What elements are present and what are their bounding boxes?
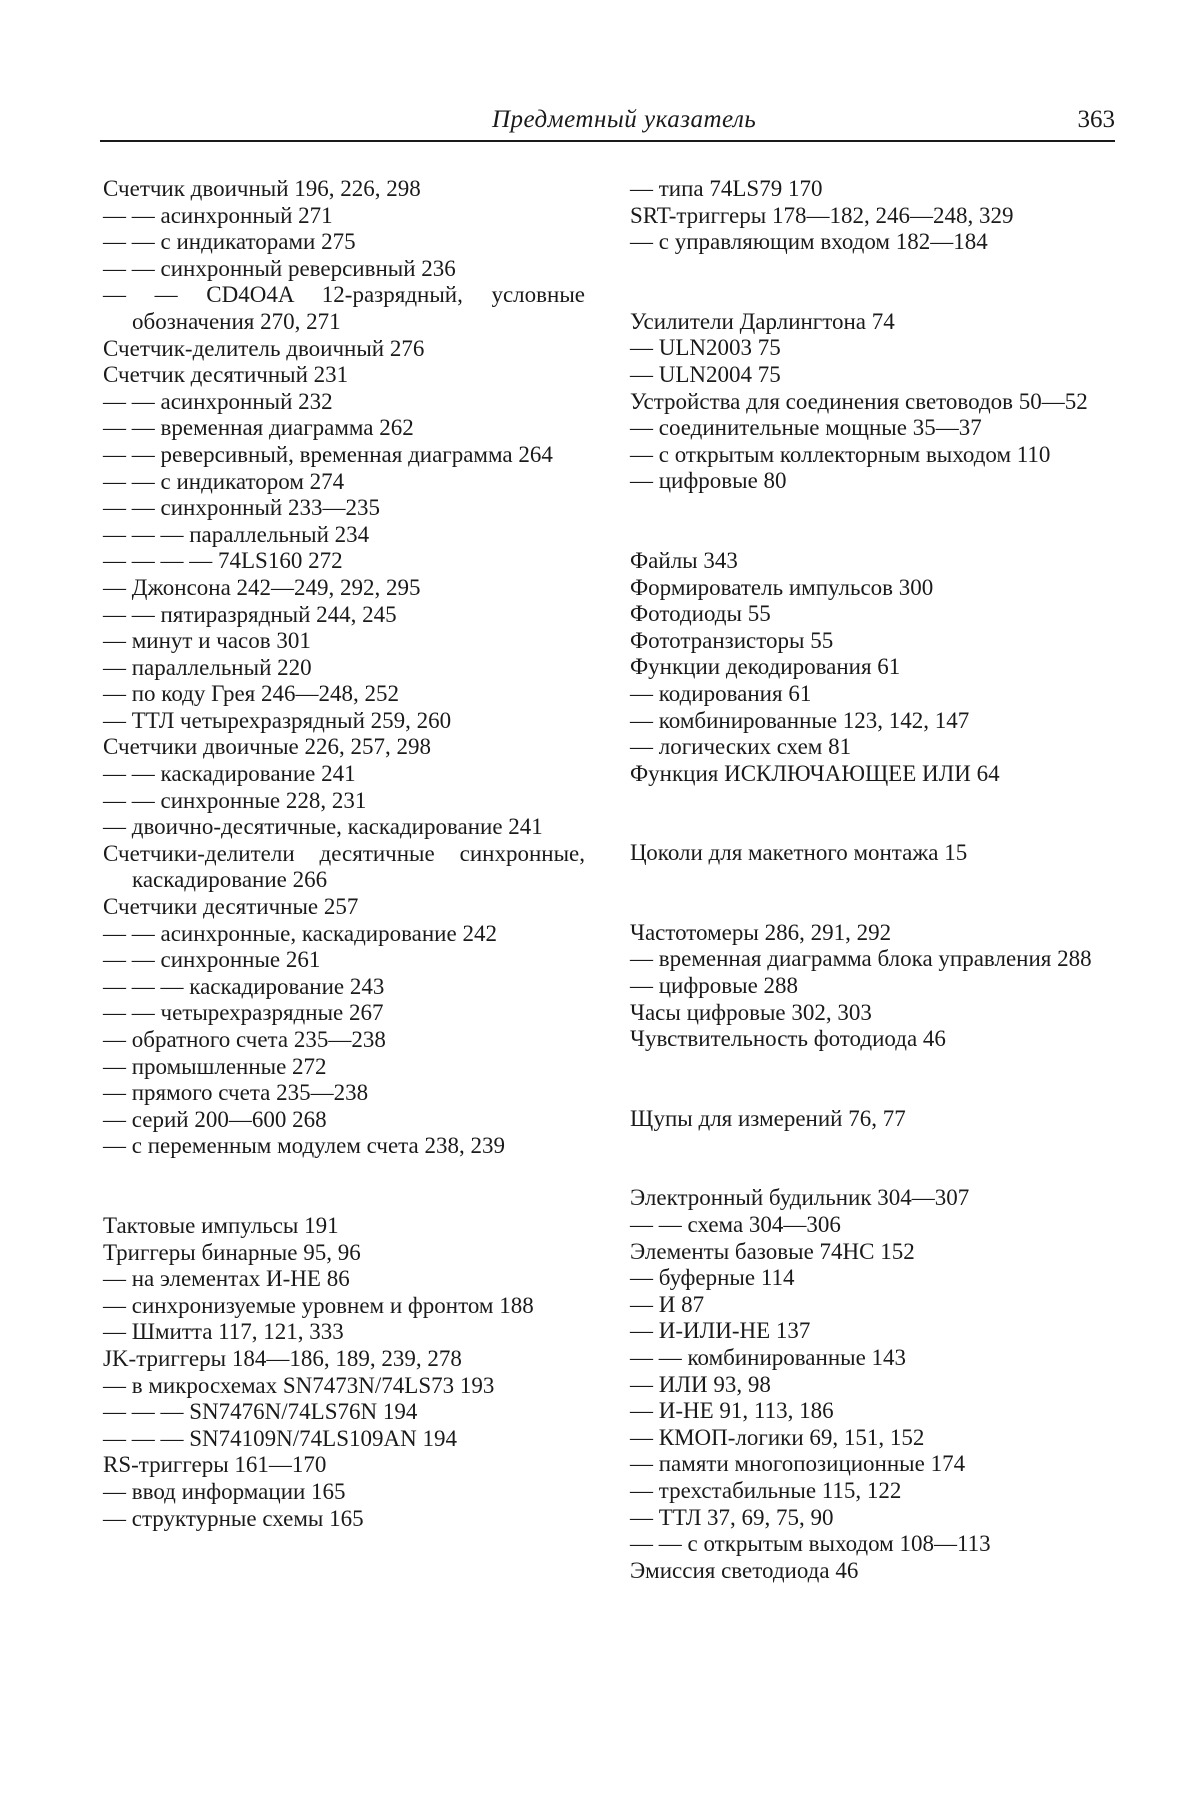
- section-gap: [630, 495, 1118, 548]
- index-entry: — по коду Грея 246—248, 252: [103, 681, 399, 707]
- index-entry: — Шмитта 117, 121, 333: [103, 1319, 344, 1345]
- index-entry: Счетчики-делители десятичные синхронные, каскадирование 266: [103, 840, 585, 893]
- index-entry: — — схема 304—306: [630, 1212, 841, 1238]
- index-entry: — ИЛИ 93, 98: [630, 1371, 771, 1397]
- section-gap: [630, 787, 1118, 840]
- index-entry: Фотодиоды 55: [630, 601, 771, 627]
- index-entry: Счетчик десятичный 231: [103, 362, 349, 388]
- index-entry: — ULN2003 75: [630, 335, 781, 361]
- index-entry: — — асинхронный 232: [103, 388, 333, 414]
- index-column-left: [103, 176, 585, 1532]
- index-entry: JK-триггеры 184—186, 189, 239, 278: [103, 1345, 462, 1371]
- index-entry: Счетчики двоичные 226, 257, 298: [103, 734, 431, 760]
- index-entry: — памяти многопозиционные 174: [630, 1451, 966, 1477]
- index-entry: — на элементах И-НЕ 86: [103, 1266, 350, 1292]
- index-entry: Тактовые импульсы 191: [103, 1212, 339, 1238]
- section-gap: [630, 256, 1118, 309]
- index-entry: — ULN2004 75: [630, 361, 781, 387]
- index-entry: — — асинхронные, каскадирование 242: [103, 920, 497, 946]
- index-entry: — — с индикаторами 275: [103, 229, 356, 255]
- index-entry: — — — SN7476N/74LS76N 194: [103, 1399, 418, 1425]
- index-entry: — — асинхронный 271: [103, 202, 333, 228]
- index-entry: — прямого счета 235—238: [103, 1080, 369, 1106]
- index-entry: Счетчик двоичный 196, 226, 298: [103, 176, 421, 201]
- index-entry: — — комбинированные 143: [630, 1345, 907, 1370]
- index-entry: Часы цифровые 302, 303: [630, 999, 872, 1025]
- index-entry: — синхронизуемые уровнем и фронтом 188: [103, 1292, 534, 1318]
- index-entry: — ТТЛ 37, 69, 75, 90: [630, 1504, 834, 1530]
- index-entry: — временная диаграмма блока управления 288: [630, 946, 1092, 972]
- index-entry: Файлы 343: [630, 547, 738, 573]
- index-entry: — — пятиразрядный 244, 245: [103, 601, 397, 627]
- index-entry: Триггеры бинарные 95, 96: [103, 1239, 361, 1265]
- index-entry: — — — — 74LS160 272: [103, 548, 343, 574]
- index-entry: — — CD4O4A 12-разрядный, условные обозначения 270, 271: [103, 282, 585, 334]
- index-entry: — — реверсивный, временная диаграмма 264: [103, 441, 553, 467]
- index-entry: — — четырехразрядные 267: [103, 1000, 384, 1026]
- page-header: [100, 106, 1115, 146]
- index-entry: — — — каскадирование 243: [103, 973, 385, 999]
- index-entry: — комбинированные 123, 142, 147: [630, 707, 970, 733]
- index-entry: — — синхронные 261: [103, 947, 321, 973]
- index-entry: Счетчики десятичные 257: [103, 894, 359, 920]
- index-entry: Элементы базовые 74НС 152: [630, 1238, 915, 1264]
- index-entry: Усилители Дарлингтона 74: [630, 308, 895, 334]
- index-entry: — — синхронные 228, 231: [103, 787, 367, 813]
- index-entry: — параллельный 220: [103, 654, 312, 680]
- section-gap: [630, 867, 1118, 920]
- index-column-right: [630, 176, 1118, 1584]
- running-title: Предметный указатель: [492, 106, 757, 133]
- index-entry: RS-триггеры 161—170: [103, 1452, 327, 1478]
- index-entry: Фототранзисторы 55: [630, 627, 834, 653]
- index-entry: — с управляющим входом 182—184: [630, 229, 988, 255]
- index-entry: — двоично-десятичные, каскадирование 241: [103, 814, 543, 840]
- index-entry: — трехстабильные 115, 122: [630, 1477, 902, 1503]
- section-gap: [103, 1160, 585, 1213]
- index-entry: — серий 200—600 268: [103, 1106, 327, 1132]
- index-entry: — кодирования 61: [630, 680, 812, 706]
- index-entry: Функция ИСКЛЮЧАЮЩЕЕ ИЛИ 64: [630, 760, 1000, 786]
- index-entry: — промышленные 272: [103, 1053, 327, 1079]
- index-entry: — в микросхемах SN7473N/74LS73 193: [103, 1372, 495, 1398]
- index-entry: — структурные схемы 165: [103, 1505, 364, 1531]
- index-entry: — цифровые 80: [630, 468, 787, 494]
- index-entry: Щупы для измерений 76, 77: [630, 1105, 906, 1131]
- index-entry: — — с открытым выходом 108—113: [630, 1531, 991, 1557]
- index-entry: — Джонсона 242—249, 292, 295: [103, 574, 421, 600]
- header-rule: [100, 140, 1115, 142]
- index-entry: Цоколи для макетного монтажа 15: [630, 840, 968, 866]
- index-entry: — ввод информации 165: [103, 1478, 346, 1504]
- index-entry: Электронный будильник 304—307: [630, 1185, 970, 1211]
- index-entry: Счетчик-делитель двоичный 276: [103, 335, 425, 361]
- index-entry: — — с индикатором 274: [103, 468, 345, 494]
- index-entry: Функции декодирования 61: [630, 654, 901, 680]
- index-entry: Эмиссия светодиода 46: [630, 1557, 859, 1583]
- index-entry: Чувствительность фотодиода 46: [630, 1026, 946, 1052]
- index-entry: — И 87: [630, 1291, 705, 1317]
- index-entry: — с открытым коллекторным выходом 110: [630, 441, 1051, 467]
- index-entry: — И-НЕ 91, 113, 186: [630, 1398, 834, 1424]
- index-entry: — — — SN74109N/74LS109AN 194: [103, 1425, 457, 1451]
- index-entry: SRT-триггеры 178—182, 246—248, 329: [630, 202, 1014, 228]
- index-entry: — — каскадирование 241: [103, 761, 356, 787]
- index-entry: — обратного счета 235—238: [103, 1027, 386, 1052]
- section-gap: [630, 1053, 1118, 1106]
- index-entry: — с переменным модулем счета 238, 239: [103, 1133, 505, 1159]
- index-entry: — — синхронный реверсивный 236: [103, 255, 456, 281]
- index-entry: — — временная диаграмма 262: [103, 415, 414, 441]
- index-entry: — буферные 114: [630, 1265, 795, 1291]
- index-entry: — цифровые 288: [630, 973, 799, 999]
- index-entry: — минут и часов 301: [103, 628, 311, 654]
- index-entry: — — — параллельный 234: [103, 521, 370, 547]
- section-gap: [630, 1132, 1118, 1185]
- index-entry: — логических схем 81: [630, 734, 852, 760]
- index-entry: — типа 74LS79 170: [630, 176, 823, 201]
- index-entry: — — синхронный 233—235: [103, 495, 380, 521]
- index-entry: Формирователь импульсов 300: [630, 574, 934, 600]
- index-entry: Устройства для соединения световодов 50—52: [630, 388, 1088, 414]
- page-number: 363: [1077, 106, 1115, 133]
- index-entry: — КМОП-логики 69, 151, 152: [630, 1424, 925, 1450]
- index-entry: — соединительные мощные 35—37: [630, 415, 982, 441]
- index-entry: Частотомеры 286, 291, 292: [630, 919, 892, 945]
- index-entry: — И-ИЛИ-НЕ 137: [630, 1318, 811, 1344]
- index-entry: — ТТЛ четырехразрядный 259, 260: [103, 707, 452, 733]
